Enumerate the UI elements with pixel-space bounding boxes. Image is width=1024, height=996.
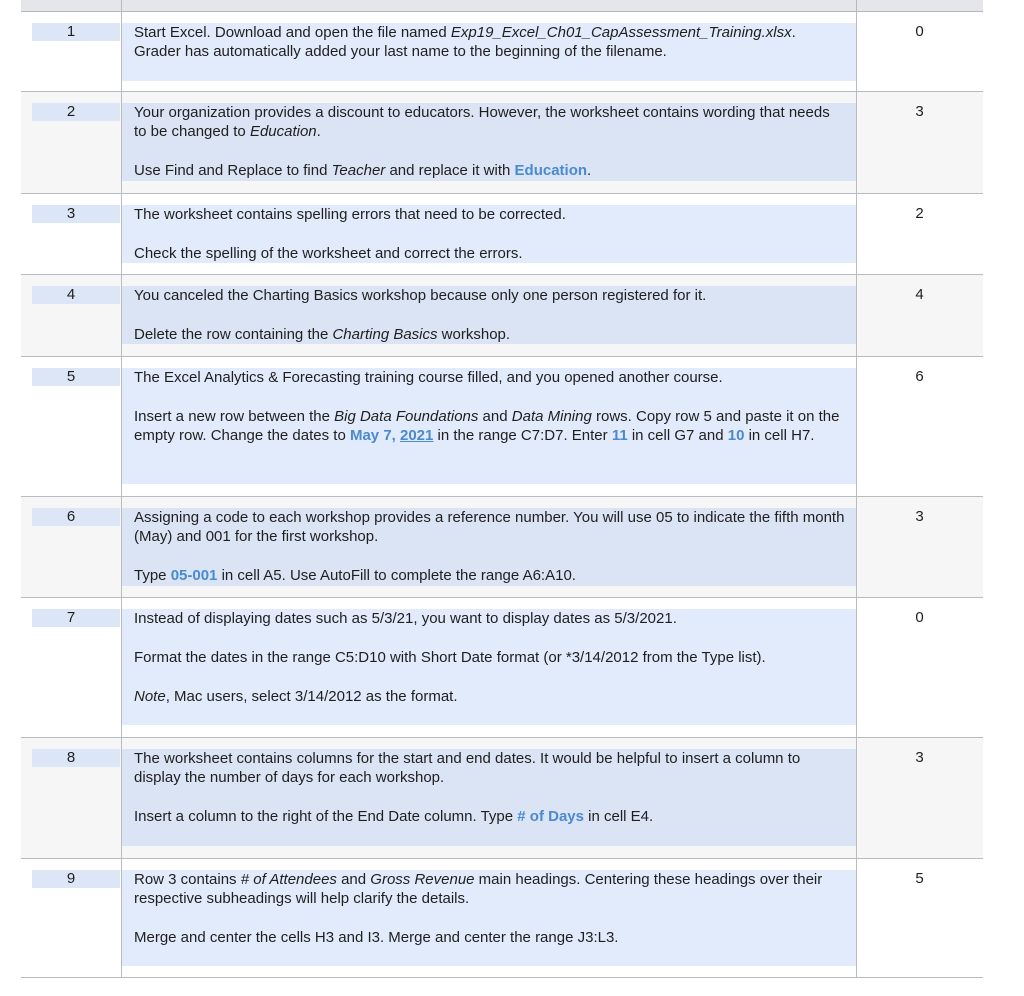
step-points: 3 [915,103,924,120]
italic-text: Education [249,123,317,141]
description-paragraph [134,928,846,947]
highlighted-text: Education [514,162,588,180]
description-paragraph [134,407,846,446]
step-description [134,103,846,181]
text-run: Your organization provides a discount to educators. However, the worksheet contains wording that needs to be changed to [134,104,830,141]
description-paragraph [134,244,846,263]
highlighted-text: May 7, [349,427,400,445]
text-run: Insert a column to the right of the End Date column. Type [134,808,518,826]
highlighted-text: 05-001 [170,567,218,585]
table-row [21,92,983,194]
description-paragraph [134,508,846,547]
text-run: Delete the row containing the [134,325,333,343]
text-run: in cell G7 and [627,427,728,445]
step-number: 2 [66,103,76,120]
table-row [21,194,983,275]
step-number: 6 [66,508,76,525]
table-row [21,497,983,598]
text-run: rows. Copy row 5 and paste it on the empty row. Change the dates to [134,407,840,445]
text-run: Check the spelling of the worksheet and correct the errors. [134,244,523,262]
step-points: 6 [915,368,924,385]
text-run: and replace it with [385,162,515,180]
description-paragraph [134,870,846,909]
step-points: 3 [915,508,924,525]
text-run: Use Find and Replace to find [134,162,332,180]
step-description [134,286,846,344]
italic-text: Teacher [331,162,386,180]
text-run: in cell H7. [744,427,815,445]
step-points: 5 [915,870,924,887]
column-divider [121,0,122,11]
text-run: Format the dates in the range C5:D10 with Short Date format (or *3/14/2012 from the Type list). [134,648,766,666]
text-run: Assigning a code to each workshop provides a reference number. You will use 05 to indicate the fifth month (May) and 001 for the first workshop. [134,509,845,546]
italic-text: # of Attendees [240,871,337,888]
italic-text: Big Data Foundations [334,407,479,425]
text-run: . [587,162,592,180]
table-row [21,738,983,859]
italic-text: Gross Revenue [370,871,475,888]
text-run: workshop. [437,325,511,343]
description-paragraph [134,325,846,344]
highlighted-text: 2021 [400,427,434,445]
text-run: main headings. Centering these headings over their respective subheadings will help clarify the details. [134,871,823,908]
description-paragraph [134,648,846,667]
step-number: 4 [66,286,76,303]
table-header [21,0,983,12]
text-run: , Mac users, select 3/14/2012 as the format. [165,687,458,705]
step-description [134,870,846,948]
description-paragraph [134,609,846,628]
highlighted-text: # of Days [517,808,584,826]
step-description [134,749,846,827]
italic-text: Exp19_Excel_Ch01_CapAssessment_Training.xlsx [450,24,792,41]
table-row [21,598,983,738]
text-run: . [316,123,321,141]
step-number: 5 [66,368,76,385]
description-paragraph [134,687,846,706]
step-points: 3 [915,749,924,766]
description-paragraph [134,566,846,585]
highlighted-text: 11 [611,427,628,445]
step-number: 3 [66,205,76,222]
table-row [21,275,983,357]
step-number: 8 [66,749,76,766]
text-run: The Excel Analytics & Forecasting training course filled, and you opened another course. [134,369,723,386]
step-number: 7 [66,609,76,626]
text-run: . Grader has automatically added your last name to the beginning of the filename. [134,24,796,61]
step-number: 1 [66,23,76,40]
text-run: Row 3 contains [134,871,241,888]
text-run: Merge and center the cells H3 and I3. Merge and center the range J3:L3. [134,929,619,947]
step-points: 4 [915,286,924,303]
text-run: and [336,871,371,888]
step-description [134,368,846,446]
text-run: The worksheet contains spelling errors that need to be corrected. [134,206,566,223]
italic-text: Data Mining [511,407,592,425]
description-paragraph [134,103,846,142]
text-run: in cell A5. Use AutoFill to complete the range A6:A10. [217,567,576,585]
description-paragraph [134,749,846,788]
step-description [134,508,846,586]
instructions-table [21,0,983,978]
table-row [21,12,983,92]
step-points: 2 [915,205,924,222]
italic-text: Charting Basics [332,325,438,343]
step-description [134,205,846,263]
table-row [21,357,983,497]
description-paragraph [134,807,846,826]
text-run: Start Excel. Download and open the file named [134,24,451,41]
text-run: Instead of displaying dates such as 5/3/21, you want to display dates as 5/3/2021. [134,610,677,627]
text-run: Type [134,567,171,585]
text-run: in the range C7:D7. Enter [433,427,612,445]
description-paragraph [134,161,846,180]
step-points: 0 [915,23,924,40]
column-divider [856,0,857,11]
text-run: The worksheet contains columns for the start and end dates. It would be helpful to insert a column to display the number of days for each workshop. [134,750,801,787]
highlighted-text: 10 [727,427,745,445]
text-run: and [478,407,512,425]
italic-text: Note [134,687,166,705]
description-paragraph [134,23,846,62]
text-run: in cell E4. [583,808,654,826]
text-run: You canceled the Charting Basics workshop because only one person registered for it. [134,287,707,304]
description-paragraph [134,205,846,224]
step-description [134,609,846,706]
description-paragraph [134,368,846,387]
step-points: 0 [915,609,924,626]
table-row [21,859,983,978]
step-number: 9 [66,870,76,887]
text-run: Insert a new row between the [134,407,335,425]
step-description [134,23,846,62]
description-paragraph [134,286,846,305]
